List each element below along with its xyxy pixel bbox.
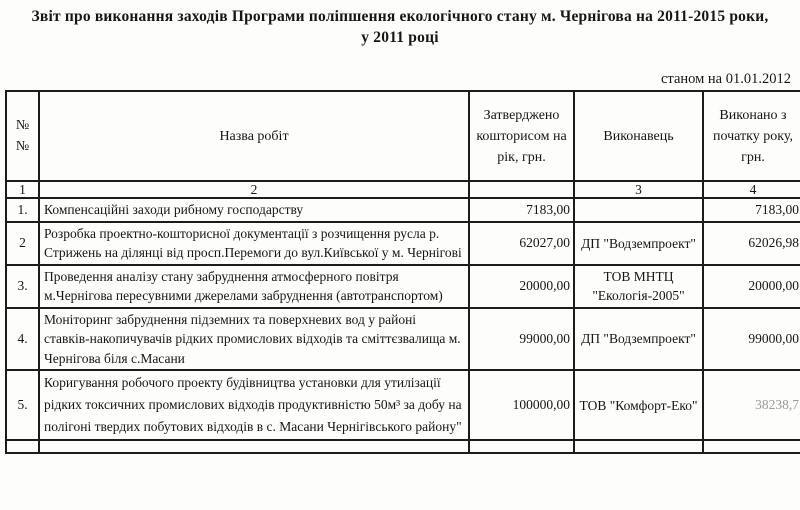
col-header-approved-budget: Затверджено кошторисом на рік, грн.	[469, 91, 574, 181]
row-number-cell: 1.	[6, 198, 39, 222]
executor-cell: ТОВ "Комфорт-Еко"	[574, 370, 703, 440]
approved-amount-cell: 100000,00	[469, 370, 574, 440]
table-row	[6, 370, 800, 440]
row-number-cell: 4.	[6, 308, 39, 371]
table-row	[6, 222, 800, 265]
as-of-date: станом на 01.01.2012	[661, 71, 791, 87]
document-page	[0, 6, 800, 510]
completed-amount-cell: 99000,00	[703, 308, 800, 371]
work-name-cell: Розробка проектно-кошторисної документації з розчищення русла р. Стрижень на ділянці від просп.Перемоги до вул.Київської у м. Чернігові	[39, 222, 469, 265]
report-title	[0, 6, 800, 48]
column-index-4: 3	[574, 181, 703, 198]
executor-cell	[574, 198, 703, 222]
table-row	[6, 265, 800, 308]
approved-amount-cell: 7183,00	[469, 198, 574, 222]
table-row	[6, 198, 800, 222]
report-title-line2: у 2011 році	[361, 29, 439, 46]
executor-cell: ТОВ МНТЦ "Екологія-2005"	[574, 265, 703, 308]
column-index-2: 2	[39, 181, 469, 198]
completed-amount-cell: 7183,00	[703, 198, 800, 222]
column-index-row	[6, 181, 800, 198]
table-row	[6, 308, 800, 371]
col-header-executor: Виконавець	[574, 91, 703, 181]
work-name-cell: Компенсаційні заходи рибному господарству	[39, 198, 469, 222]
row-number-cell: 2	[6, 222, 39, 265]
partial-next-row	[6, 440, 800, 453]
row-number-cell: 5.	[6, 370, 39, 440]
executor-cell: ДП "Водземпроект"	[574, 308, 703, 371]
table-header-row	[6, 91, 800, 181]
approved-amount-cell: 99000,00	[469, 308, 574, 371]
report-title-line1: Звіт про виконання заходів Програми поліпшення екологічного стану м. Чернігова на 2011-2015 роки,	[31, 8, 769, 25]
approved-amount-cell: 62027,00	[469, 222, 574, 265]
work-name-cell: Проведення аналізу стану забруднення атмосферного повітря м.Чернігова пересувними джерелами забруднення (автотранспортом)	[39, 265, 469, 308]
executor-cell: ДП "Водземпроект"	[574, 222, 703, 265]
col-header-completed: Виконано з початку року, грн.	[703, 91, 800, 181]
completed-amount-cell: 20000,00	[703, 265, 800, 308]
work-name-cell: Коригування робочого проекту будівництва установки для утилізації рідких токсичних промислових відходів продуктивністю 50м³ за добу на полігоні твердих побутових відходів в с. Масани Чернігівського району"	[39, 370, 469, 440]
completed-amount-cell: 62026,98	[703, 222, 800, 265]
completed-amount-cell: 38238,7	[703, 370, 800, 440]
work-name-cell: Моніторинг забруднення підземних та поверхневих вод у районі ставків-накопичувачів рідких промислових відходів та сміттєзвалища м. Чернігова біля с.Масани	[39, 308, 469, 371]
col-header-work-name: Назва робіт	[39, 91, 469, 181]
col-header-number: №№	[6, 91, 39, 181]
column-index-3	[469, 181, 574, 198]
row-number-cell: 3.	[6, 265, 39, 308]
column-index-1: 1	[6, 181, 39, 198]
works-table	[5, 90, 800, 454]
column-index-5: 4	[703, 181, 800, 198]
approved-amount-cell: 20000,00	[469, 265, 574, 308]
